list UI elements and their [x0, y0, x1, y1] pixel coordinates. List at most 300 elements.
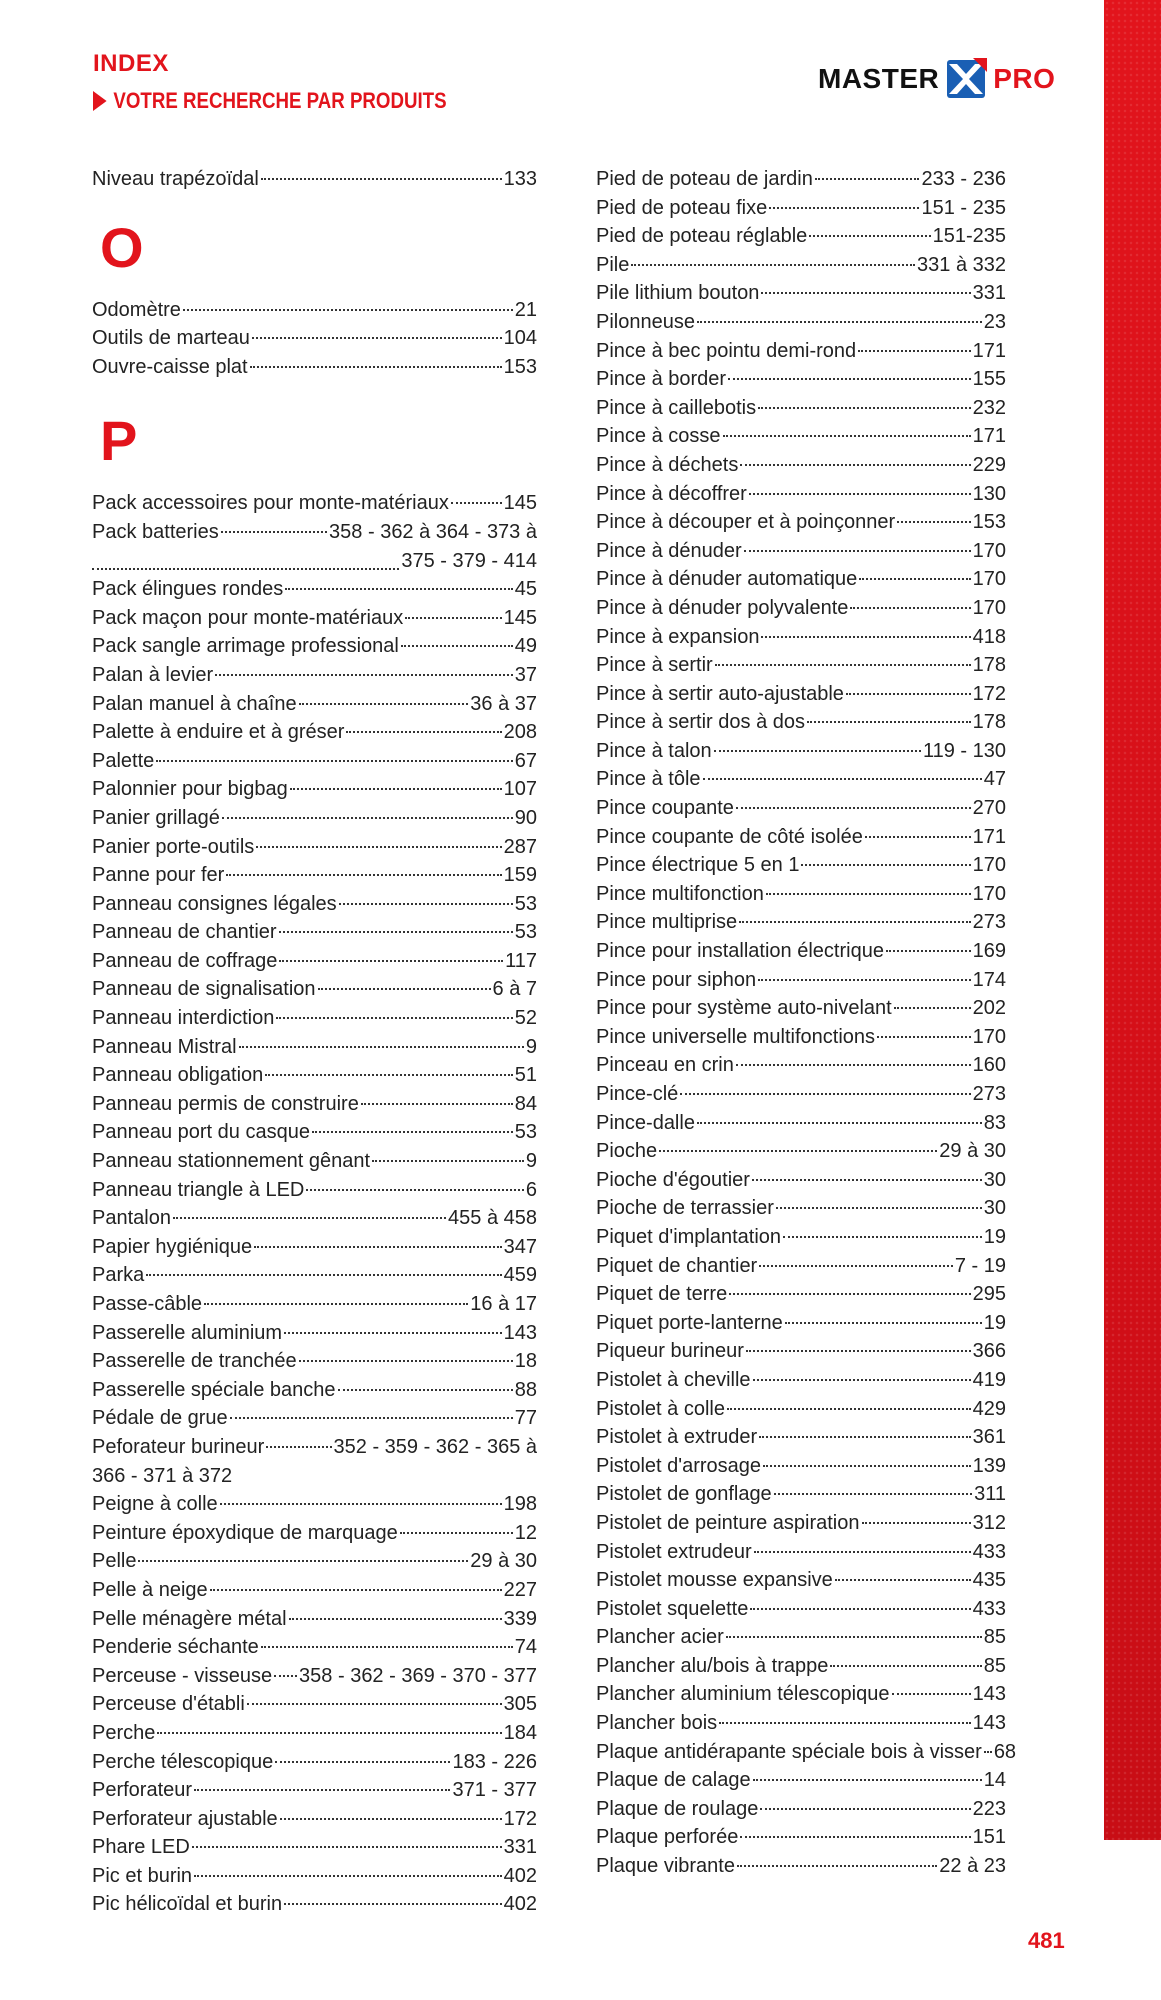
entry-name: Pied de poteau de jardin	[596, 168, 813, 190]
index-entry	[596, 1194, 1006, 1223]
index-entry	[596, 680, 1006, 709]
index-entry	[92, 1204, 537, 1233]
entry-page: 130	[972, 482, 1006, 505]
dot-leader	[714, 750, 921, 752]
entry-name: Pince à cosse	[596, 425, 721, 448]
dot-leader	[736, 1064, 971, 1066]
entry-name: Pince à sertir	[596, 654, 713, 677]
entry-page: 178	[972, 654, 1006, 677]
entry-page: 14	[983, 1769, 1006, 1792]
entry-page: 47	[983, 768, 1006, 791]
index-entry	[92, 1290, 537, 1319]
entry-name: Panne pour fer	[92, 864, 225, 887]
dot-leader	[865, 836, 971, 838]
entry-page: 223	[972, 1797, 1006, 1820]
entry-name: Pistolet extrudeur	[596, 1540, 752, 1563]
subtitle-text: VOTRE RECHERCHE PAR PRODUITS	[113, 88, 447, 113]
dot-leader	[746, 1350, 971, 1352]
dot-leader	[254, 1246, 502, 1248]
entry-page: 184	[503, 1721, 537, 1744]
index-entry	[92, 1004, 537, 1033]
index-entry	[92, 1376, 537, 1405]
entry-page: 419	[972, 1368, 1006, 1391]
dot-leader	[400, 1532, 513, 1534]
entry-page: 305	[503, 1693, 537, 1716]
dot-leader	[284, 1903, 502, 1905]
entry-page: 202	[972, 997, 1006, 1020]
entry-page: 208	[503, 721, 537, 744]
entry-page: 170	[972, 882, 1006, 905]
index-entry	[596, 1423, 1006, 1452]
entry-name: Plaque antidérapante spéciale bois à visser	[596, 1740, 982, 1763]
entry-name: Pack sangle arrimage professional	[92, 635, 399, 658]
index-entry	[596, 1366, 1006, 1395]
entry-name: Pack élingues rondes	[92, 578, 284, 601]
entry-page: 312	[972, 1511, 1006, 1534]
index-entry	[596, 308, 1006, 337]
entry-page: 171	[972, 825, 1006, 848]
index-entry	[92, 1147, 537, 1176]
dot-leader	[835, 1579, 971, 1581]
dot-leader	[312, 1131, 513, 1133]
entry-page: 159	[503, 864, 537, 887]
entry-name: Pelle	[92, 1550, 137, 1573]
dot-leader	[204, 1303, 468, 1305]
entry-name: Pince à border	[596, 368, 727, 391]
entry-name: Peforateur burineur	[92, 1435, 265, 1458]
entry-page: 45	[514, 578, 537, 601]
dot-leader	[984, 1751, 992, 1753]
dot-leader	[239, 1046, 524, 1048]
entry-name: Perche	[92, 1721, 156, 1744]
entry-name: Ouvre-caisse plat	[92, 355, 248, 378]
index-entry	[92, 1862, 537, 1891]
entry-name: Pioche	[596, 1140, 658, 1163]
entry-name: Pince à découper et à poinçonner	[596, 511, 896, 534]
entry-name: Panneau de signalisation	[92, 978, 316, 1001]
entry-name: Piquet de terre	[596, 1283, 728, 1306]
entry-name: Passe-câble	[92, 1293, 203, 1315]
dot-leader	[279, 960, 503, 962]
dot-leader	[729, 1293, 970, 1295]
entry-page: 433	[972, 1597, 1006, 1620]
index-entry	[92, 1404, 537, 1433]
dot-leader	[338, 1389, 513, 1391]
entry-name: Pince coupante de côté isolée	[596, 825, 863, 848]
dot-leader	[252, 337, 502, 339]
red-side-band	[1104, 0, 1161, 1840]
entry-name: Pince électrique 5 en 1	[596, 854, 800, 877]
entry-name: Plaque de roulage	[596, 1797, 759, 1820]
entry-name: Pince à caillebotis	[596, 396, 757, 419]
index-entry	[92, 1090, 537, 1119]
dot-leader	[318, 988, 491, 990]
index-entry	[92, 1547, 537, 1576]
index-entry	[92, 1490, 537, 1519]
entry-page: 361	[972, 1426, 1006, 1449]
index-entry: Niveau trapézoïdal 133	[92, 168, 537, 190]
entry-page: 172	[972, 682, 1006, 705]
dot-leader	[740, 464, 970, 466]
entry-page: 170	[972, 539, 1006, 562]
entry-name: Odomètre	[92, 298, 181, 321]
index-entry	[92, 690, 537, 719]
index-entry	[92, 324, 537, 353]
index-entry	[596, 1309, 1006, 1338]
index-entry	[596, 1680, 1006, 1709]
entry-page: 88	[514, 1378, 537, 1401]
entry-name: Pack accessoires pour monte-matériaux	[92, 492, 449, 515]
dot-leader	[877, 1036, 971, 1038]
index-entry	[596, 1080, 1006, 1109]
entry-name: Palan à levier	[92, 663, 214, 686]
dot-leader	[897, 521, 971, 523]
entry-page: 229	[972, 453, 1006, 476]
entry-name: Panneau port du casque	[92, 1121, 310, 1144]
entry-name: Plancher alu/bois à trappe	[596, 1654, 829, 1677]
entry-page: 435	[972, 1569, 1006, 1592]
dot-leader	[157, 1732, 501, 1734]
dot-leader	[280, 1818, 502, 1820]
dot-leader	[886, 950, 971, 952]
entry-page: 21	[514, 298, 537, 321]
dot-leader	[680, 1093, 970, 1095]
dot-leader	[339, 903, 513, 905]
entry-page: 30	[983, 1168, 1006, 1191]
entry-name: Pilonneuse	[596, 310, 695, 333]
index-entry	[92, 632, 537, 661]
dot-leader	[194, 1875, 502, 1877]
index-entry	[92, 1890, 537, 1919]
right-entries	[596, 165, 1017, 1881]
index-entry	[596, 251, 1006, 280]
entry-name: Pince à dénuder automatique	[596, 568, 858, 591]
entry-name: Pince multifonction	[596, 882, 764, 905]
entry-name: Pelle ménagère métal	[92, 1607, 287, 1630]
entry-page: 74	[514, 1636, 537, 1659]
index-entry	[596, 880, 1006, 909]
entry-name: Phare LED	[92, 1836, 190, 1859]
dot-leader	[405, 617, 501, 619]
entry-name: Perceuse - visseuse	[92, 1664, 273, 1687]
entry-name: Plancher aluminium télescopique	[596, 1683, 890, 1706]
entry-name: Pince à dénuder	[596, 539, 742, 562]
index-entry	[596, 480, 1006, 509]
index-entry	[92, 804, 537, 833]
entry-name: Panneau permis de construire	[92, 1092, 359, 1115]
logo-master-text: MASTER	[818, 63, 940, 94]
dot-leader	[451, 502, 502, 504]
entry-page: 53	[514, 921, 537, 944]
entry-page: 107	[503, 778, 537, 801]
index-entry	[596, 966, 1006, 995]
entry-name: Pistolet mousse expansive	[596, 1569, 833, 1592]
entry-name: Pistolet à extruder	[596, 1426, 758, 1449]
entry-name: Panneau consignes légales	[92, 892, 337, 915]
dot-leader	[894, 1007, 971, 1009]
entry-page: 143	[503, 1321, 537, 1344]
index-entry	[92, 604, 537, 633]
dot-leader	[697, 321, 982, 323]
entry-name: Pinceau en crin	[596, 1054, 734, 1077]
entry-name: Panier grillagé	[92, 806, 220, 829]
index-entry	[596, 1766, 1006, 1795]
entry-name: Pince à sertir dos à dos	[596, 711, 805, 734]
entry-name: Perceuse d'établi	[92, 1693, 245, 1716]
entry-name: Pistolet squelette	[596, 1597, 749, 1620]
entry-page: 143	[972, 1683, 1006, 1706]
dot-leader	[763, 1465, 971, 1467]
p-entries-c	[92, 1490, 537, 1919]
entry-name: Penderie séchante	[92, 1636, 259, 1659]
dot-leader	[766, 893, 971, 895]
index-entry	[92, 1748, 537, 1777]
dot-leader	[858, 350, 970, 352]
entry-page: 273	[972, 1083, 1006, 1105]
dot-leader	[749, 493, 971, 495]
entry-page: 53	[514, 1121, 537, 1144]
entry-name: Pile	[596, 253, 630, 276]
entry-page: 273	[972, 911, 1006, 934]
entry-name: Pistolet à cheville	[596, 1368, 751, 1391]
entry-name: Pince-dalle	[596, 1111, 695, 1134]
index-entry	[596, 1280, 1006, 1309]
dot-leader	[230, 1417, 513, 1419]
entry-page: 9	[525, 1035, 537, 1058]
index-entry	[596, 422, 1006, 451]
entry-page: 352 - 359 - 362 - 365 à	[333, 1435, 537, 1458]
index-entry	[596, 1166, 1006, 1195]
index-entry	[596, 565, 1006, 594]
index-entry	[92, 1233, 537, 1262]
dot-leader	[736, 807, 971, 809]
entry-page: 270	[972, 797, 1006, 820]
entry-page: 347	[503, 1235, 537, 1258]
page-number: 481	[1028, 1928, 1065, 1953]
entry-name: Pic et burin	[92, 1864, 193, 1887]
index-entry	[596, 1252, 1006, 1281]
dot-leader	[776, 1207, 982, 1209]
index-entry	[92, 1805, 537, 1834]
entry-page: 7 - 19	[954, 1254, 1006, 1277]
index-entry-continuation: 366 - 371 à 372	[92, 1464, 233, 1487]
index-entry	[92, 833, 537, 862]
dot-leader	[697, 1122, 982, 1124]
index-entry	[92, 296, 537, 325]
entry-page: 29 à 30	[939, 1140, 1006, 1163]
entry-name: Panneau Mistral	[92, 1035, 237, 1058]
entry-page: 6 à 7	[492, 978, 537, 1001]
dot-leader	[284, 1332, 502, 1334]
entry-page: 83	[983, 1111, 1006, 1134]
entry-page: 174	[972, 968, 1006, 991]
dot-leader	[299, 1360, 513, 1362]
dot-leader	[215, 674, 513, 676]
entry-page: 153	[503, 355, 537, 378]
entry-name: Pince pour siphon	[596, 968, 757, 991]
entry-name: Pelle à neige	[92, 1578, 208, 1601]
entry-name: Panneau de coffrage	[92, 949, 278, 972]
entry-page: 16 à 17	[470, 1293, 537, 1315]
index-entry	[92, 718, 537, 747]
index-entry	[596, 1109, 1006, 1138]
index-entry	[596, 1795, 1006, 1824]
index-entry	[92, 1719, 537, 1748]
dot-leader	[761, 292, 970, 294]
entry-name: Plaque vibrante	[596, 1855, 735, 1878]
entry-page: 358 - 362 à 364 - 373 à	[329, 520, 537, 543]
dot-leader	[739, 921, 970, 923]
index-entry	[596, 451, 1006, 480]
entry-page: 233 - 236	[921, 168, 1006, 190]
entry-page: 402	[503, 1893, 537, 1916]
entry-page: 295	[972, 1283, 1006, 1306]
entry-page: 331	[503, 1836, 537, 1859]
index-entry	[596, 1337, 1006, 1366]
logo-cross-icon	[943, 56, 989, 102]
entry-page: 178	[972, 711, 1006, 734]
index-column-right	[596, 165, 1017, 1881]
entry-page: 18	[514, 1350, 537, 1373]
entry-page: 171	[972, 425, 1006, 448]
entry-name: Peinture époxydique de marquage	[92, 1521, 398, 1544]
dot-leader	[737, 1865, 937, 1867]
index-entry	[596, 823, 1006, 852]
dot-leader	[719, 1722, 970, 1724]
dot-leader	[266, 1446, 331, 1448]
index-entry	[596, 708, 1006, 737]
index-entry	[92, 661, 537, 690]
entry-page: 151-235	[932, 225, 1006, 248]
entry-page: 29 à 30	[470, 1550, 537, 1573]
index-entry	[92, 1319, 537, 1348]
entry-page: 172	[503, 1807, 537, 1830]
dot-leader	[226, 874, 501, 876]
entry-page: 145	[503, 606, 537, 629]
dot-leader	[728, 378, 971, 380]
index-entry	[92, 1118, 537, 1147]
dot-leader	[761, 636, 970, 638]
index-entry	[596, 651, 1006, 680]
index-entry	[92, 1261, 537, 1290]
index-entry	[92, 947, 537, 976]
dot-leader	[723, 435, 971, 437]
index-entry	[596, 1023, 1006, 1052]
entry-page: 85	[983, 1654, 1006, 1677]
entry-name: Panneau de chantier	[92, 921, 277, 944]
entry-name: Pistolet de peinture aspiration	[596, 1511, 860, 1534]
index-entry	[596, 1823, 1006, 1852]
entry-page: 169	[972, 940, 1006, 963]
entry-page: 77	[514, 1407, 537, 1430]
section-letter-o: O	[100, 215, 144, 279]
entry-page: 90	[514, 806, 537, 829]
dot-leader	[862, 1522, 971, 1524]
entry-page: 52	[514, 1007, 537, 1030]
dot-leader	[774, 1493, 972, 1495]
o-entries	[92, 296, 537, 382]
entry-page: 429	[972, 1397, 1006, 1420]
entry-name: Pioche d'égoutier	[596, 1168, 750, 1191]
dot-leader	[220, 1503, 502, 1505]
index-entry	[596, 765, 1006, 794]
entry-page: 366	[972, 1340, 1006, 1363]
dot-leader	[372, 1160, 524, 1162]
entry-name: Pince à tôle	[596, 768, 701, 791]
dot-leader	[758, 979, 971, 981]
entry-page: 232	[972, 396, 1006, 419]
index-entry	[596, 365, 1006, 394]
entry-name: Pistolet à colle	[596, 1397, 725, 1420]
entry-name: Plancher bois	[596, 1712, 718, 1735]
index-entry	[596, 908, 1006, 937]
entry-name: Passerelle spéciale banche	[92, 1378, 336, 1401]
index-entry	[596, 1452, 1006, 1481]
entry-name: Panneau obligation	[92, 1064, 264, 1087]
dot-leader	[809, 235, 930, 237]
index-entry	[92, 1690, 537, 1719]
dot-leader	[256, 846, 501, 848]
masterpro-logo	[818, 56, 1055, 102]
index-entry	[596, 1509, 1006, 1538]
dot-leader	[274, 1675, 297, 1677]
index-entry	[92, 1061, 537, 1090]
entry-name: Plaque perforée	[596, 1826, 739, 1849]
entry-page: 19	[983, 1225, 1006, 1248]
logo-pro-text: PRO	[993, 63, 1056, 94]
entry-name: Plancher acier	[596, 1626, 724, 1649]
dot-leader	[210, 1589, 502, 1591]
entry-name: Pince pour installation électrique	[596, 940, 884, 963]
p-entries-b	[92, 575, 537, 1461]
dot-leader	[815, 178, 920, 180]
entry-page: 117	[505, 949, 537, 972]
dot-leader	[846, 693, 971, 695]
index-entry-continuation: 375 - 379 - 414	[92, 547, 537, 576]
entry-page: 227	[503, 1578, 537, 1601]
entry-name: Parka	[92, 1264, 145, 1287]
entry-page: 36 à 37	[470, 692, 537, 715]
entry-name: Pioche de terrassier	[596, 1197, 774, 1220]
entry-name: Pack batteries	[92, 520, 219, 543]
index-entry	[92, 1776, 537, 1805]
dot-leader	[306, 1189, 524, 1191]
entry-name: Pistolet de gonflage	[596, 1483, 772, 1506]
index-entry	[596, 794, 1006, 823]
entry-name: Palan manuel à chaîne	[92, 692, 297, 715]
entry-page: 418	[972, 625, 1006, 648]
index-entry	[92, 890, 537, 919]
dot-leader	[173, 1217, 446, 1219]
entry-name: Pince universelle multifonctions	[596, 1025, 876, 1048]
dot-leader	[703, 778, 982, 780]
entry-page: 287	[503, 835, 537, 858]
index-entry	[596, 279, 1006, 308]
dot-leader	[859, 578, 970, 580]
entry-name: Palette	[92, 749, 155, 772]
entry-page: 402	[503, 1864, 537, 1887]
entry-page: 433	[972, 1540, 1006, 1563]
entry-name: Passerelle aluminium	[92, 1321, 283, 1344]
index-entry	[596, 1566, 1006, 1595]
index-entry	[596, 1852, 1006, 1881]
index-entry	[596, 337, 1006, 366]
entry-page: 331	[972, 282, 1006, 305]
entry-page: 84	[514, 1092, 537, 1115]
index-entry	[92, 861, 537, 890]
dot-leader	[146, 1274, 501, 1276]
dot-leader	[279, 931, 513, 933]
